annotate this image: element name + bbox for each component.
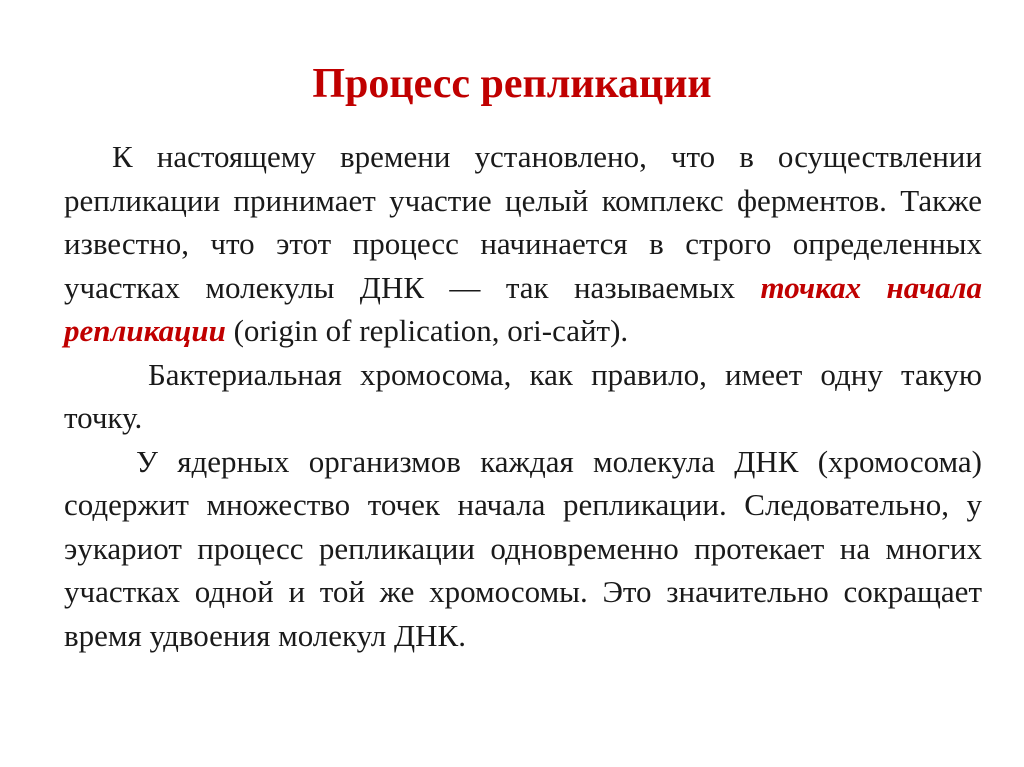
paragraph-eukaryotic-replication: У ядерных организмов каждая молекула ДНК (хромосома) содержит множество точек начала репликации. Следовательно, у эукариот процесс репликации одновременно протекает на многих участках одной и той же хромосомы. Это значительно сокращает время удвоения молекул ДНК.	[64, 443, 982, 653]
paragraph1-text-before: К настоящему времени установлено, что в осуществлении репликации принимает участие целый комплекс ферментов. Также известно, что этот процесс начинается в строго определенных участках молекулы ДНК — так называемых	[64, 139, 982, 305]
slide-title: Процесс репликации	[312, 61, 712, 107]
paragraph-bacterial-chromosome: Бактериальная хромосома, как правило, имеет одну такую точку.	[64, 356, 982, 435]
paragraph-replication-enzymes	[64, 135, 982, 353]
paragraph1-text-after: (origin of replication, ori-сайт).	[225, 313, 629, 348]
highlight-origin-points: точках начала репликации	[64, 269, 982, 348]
slide-body	[64, 135, 982, 657]
